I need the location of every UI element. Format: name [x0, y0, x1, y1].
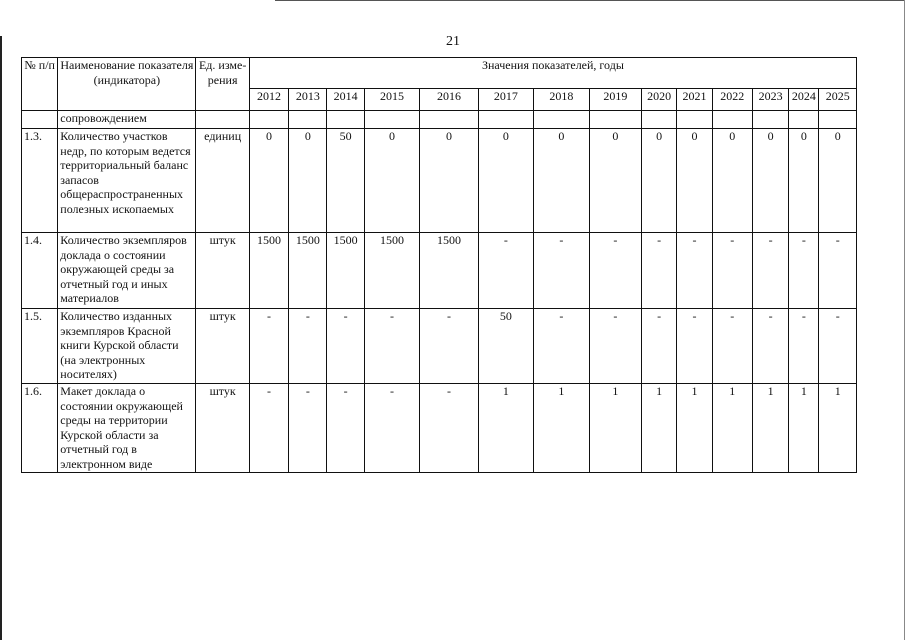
year-header-2012: 2012 [249, 89, 288, 111]
year-header-2023: 2023 [752, 89, 788, 111]
year-header-2025: 2025 [819, 89, 857, 111]
cell-unit: штук [196, 309, 249, 384]
year-header-2014: 2014 [327, 89, 364, 111]
cell-value-2013: 0 [289, 129, 327, 233]
cell-value-2022: - [712, 309, 752, 384]
cell-empty [534, 111, 589, 129]
cell-empty [752, 111, 788, 129]
year-header-2018: 2018 [534, 89, 589, 111]
cell-name: Количество изданных экземпляров Красной книги Курской области (на электронных носителях) [58, 309, 196, 384]
cell-value-2021: - [677, 309, 712, 384]
cell-value-2025: - [819, 309, 857, 384]
cell-value-2019: 1 [589, 384, 641, 473]
cell-value-2015: - [364, 309, 419, 384]
cell-value-2021: 1 [677, 384, 712, 473]
cell-value-2012: 1500 [249, 233, 288, 309]
cell-value-2015: - [364, 384, 419, 473]
scan-edge-left [0, 36, 2, 640]
cell-name: сопровождением [58, 111, 196, 129]
cell-value-2020: 0 [642, 129, 677, 233]
cell-value-2015: 0 [364, 129, 419, 233]
year-header-2021: 2021 [677, 89, 712, 111]
cell-num: 1.5. [22, 309, 58, 384]
cell-value-2017: 0 [478, 129, 533, 233]
cell-value-2013: - [289, 384, 327, 473]
cell-value-2021: - [677, 233, 712, 309]
cell-empty [677, 111, 712, 129]
cell-value-2014: - [327, 384, 364, 473]
cell-value-2024: - [789, 233, 819, 309]
cell-empty [589, 111, 641, 129]
cell-unit: штук [196, 233, 249, 309]
cell-empty [420, 111, 478, 129]
cell-value-2024: 0 [789, 129, 819, 233]
cell-value-2020: - [642, 309, 677, 384]
cell-value-2015: 1500 [364, 233, 419, 309]
cell-value-2018: 0 [534, 129, 589, 233]
year-header-2019: 2019 [589, 89, 641, 111]
year-header-2020: 2020 [642, 89, 677, 111]
cell-value-2016: - [420, 309, 478, 384]
cell-empty [789, 111, 819, 129]
cell-num: 1.3. [22, 129, 58, 233]
cell-value-2016: - [420, 384, 478, 473]
cell-name: Количество экземпляров доклада о состоянии окружающей среды за отчетный год и иных материалов [58, 233, 196, 309]
cell-value-2023: - [752, 233, 788, 309]
cell-value-2019: 0 [589, 129, 641, 233]
header-unit: Ед. изме-рения [196, 58, 249, 111]
cell-unit: единиц [196, 129, 249, 233]
year-header-2016: 2016 [420, 89, 478, 111]
year-header-2017: 2017 [478, 89, 533, 111]
header-name: Наименование показателя (индикатора) [58, 58, 196, 111]
cell-unit: штук [196, 384, 249, 473]
cell-value-2017: 1 [478, 384, 533, 473]
cell-value-2012: - [249, 384, 288, 473]
cell-value-2014: - [327, 309, 364, 384]
cell-value-2017: 50 [478, 309, 533, 384]
year-header-2022: 2022 [712, 89, 752, 111]
cell-value-2024: 1 [789, 384, 819, 473]
cell-value-2018: - [534, 309, 589, 384]
cell-value-2025: 1 [819, 384, 857, 473]
cell-num: 1.6. [22, 384, 58, 473]
cell-value-2022: 0 [712, 129, 752, 233]
cell-value-2019: - [589, 309, 641, 384]
cell-value-2019: - [589, 233, 641, 309]
cell-empty [642, 111, 677, 129]
cell-value-2014: 1500 [327, 233, 364, 309]
cell-value-2024: - [789, 309, 819, 384]
cell-value-2014: 50 [327, 129, 364, 233]
header-values: Значения показателей, годы [249, 58, 856, 89]
cell-value-2012: 0 [249, 129, 288, 233]
table-row [22, 309, 857, 384]
cell-value-2020: - [642, 233, 677, 309]
cell-value-2018: 1 [534, 384, 589, 473]
cell-value-2013: 1500 [289, 233, 327, 309]
cell-value-2017: - [478, 233, 533, 309]
year-header-2024: 2024 [789, 89, 819, 111]
cell-empty [364, 111, 419, 129]
cell-value-2021: 0 [677, 129, 712, 233]
header-num: № п/п [22, 58, 58, 111]
cell-value-2016: 1500 [420, 233, 478, 309]
cell-name: Макет доклада о состоянии окружающей среды на территории Курской области за отчетный год в электронном виде [58, 384, 196, 473]
scan-edge-top [275, 0, 905, 1]
cell-value-2023: 1 [752, 384, 788, 473]
cell-value-2022: 1 [712, 384, 752, 473]
year-header-2013: 2013 [289, 89, 327, 111]
cell-value-2020: 1 [642, 384, 677, 473]
cell-value-2012: - [249, 309, 288, 384]
cell-empty [712, 111, 752, 129]
cell-empty [249, 111, 288, 129]
cell-value-2016: 0 [420, 129, 478, 233]
cell-value-2018: - [534, 233, 589, 309]
cell-empty [478, 111, 533, 129]
table-row [22, 233, 857, 309]
cell-value-2025: - [819, 233, 857, 309]
cell-unit [196, 111, 249, 129]
indicators-table [21, 57, 857, 473]
cell-empty [289, 111, 327, 129]
table-row-continuation [22, 111, 857, 129]
table-row [22, 384, 857, 473]
cell-empty [819, 111, 857, 129]
year-header-2015: 2015 [364, 89, 419, 111]
cell-empty [327, 111, 364, 129]
page-number: 21 [446, 34, 460, 49]
cell-value-2013: - [289, 309, 327, 384]
table-row [22, 129, 857, 233]
cell-value-2023: 0 [752, 129, 788, 233]
cell-value-2022: - [712, 233, 752, 309]
cell-num: 1.4. [22, 233, 58, 309]
cell-value-2025: 0 [819, 129, 857, 233]
cell-value-2023: - [752, 309, 788, 384]
cell-num [22, 111, 58, 129]
cell-name: Количество участков недр, по которым ведется территориальный баланс запасов общераспространенных полезных ископаемых [58, 129, 196, 233]
